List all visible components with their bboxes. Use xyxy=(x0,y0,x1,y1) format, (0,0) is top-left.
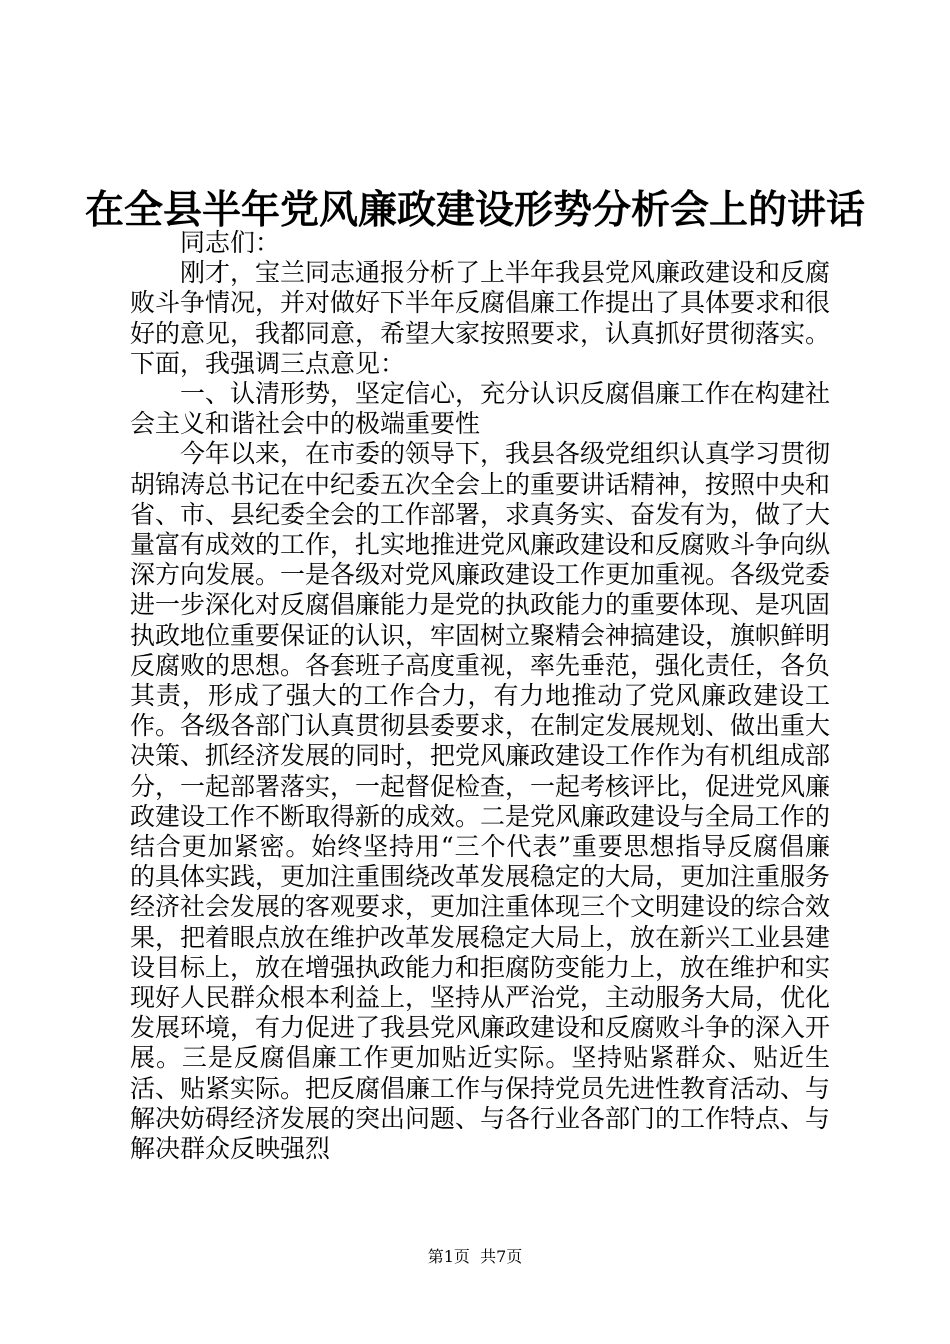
body-paragraph: 今年以来，在市委的领导下，我县各级党组织认真学习贯彻胡锦涛总书记在中纪委五次全会上的重要讲话精神，按照中央和省、市、县纪委全会的工作部署，求真务实、奋发有为，做了大量富有成效的工作，扎实地推进党风廉政建设和反腐败斗争向纵深方向发展。一是各级对党风廉政建设工作更加重视。各级党委进一步深化对反腐倡廉能力是党的执政能力的重要体现、是巩固执政地位重要保证的认识，牢固树立聚精会神搞建设，旗帜鲜明反腐败的思想。各套班子高度重视，率先垂范，强化责任，各负其责，形成了强大的工作合力，有力地推动了党风廉政建设工作。各级各部门认真贯彻县委要求，在制定发展规划、做出重大决策、抓经济发展的同时，把党风廉政建设工作作为有机组成部分，一起部署落实，一起督促检查，一起考核评比，促进党风廉政建设工作不断取得新的成效。二是党风廉政建设与全局工作的结合更加紧密。始终坚持用“三个代表”重要思想指导反腐倡廉的具体实践，更加注重围绕改革发展稳定的大局，更加注重服务经济社会发展的客观要求，更加注重体现三个文明建设的综合效果，把着眼点放在维护改革发展稳定大局上，放在新兴工业县建设目标上，放在增强执政能力和拒腐防变能力上，放在维护和实现好人民群众根本利益上，坚持从严治党，主动服务大局，优化发展环境，有力促进了我县党风廉政建设和反腐败斗争的深入开展。三是反腐倡廉工作更加贴近实际。坚持贴紧群众、贴近生活、贴紧实际。把反腐倡廉工作与保持党员先进性教育活动、与解决妨碍经济发展的突出问题、与各行业各部门的工作特点、与解决群众反映强烈 xyxy=(130,439,831,1164)
document-body xyxy=(130,228,830,1164)
salutation-paragraph: 同志们： xyxy=(180,228,281,257)
intro-paragraph: 刚才，宝兰同志通报分析了上半年我县党风廉政建设和反腐败斗争情况，并对做好下半年反腐倡廉工作提出了具体要求和很好的意见，我都同意，希望大家按照要求，认真抓好贯彻落实。下面，我强调三点意见： xyxy=(130,258,831,378)
document-title: 在全县半年党风廉政建设形势分析会上的讲话 xyxy=(84,187,865,233)
page-footer: 第1页 共7页 xyxy=(427,1247,523,1266)
section-heading: 一、认清形势，坚定信心，充分认识反腐倡廉工作在构建社会主义和谐社会中的极端重要性 xyxy=(130,379,831,439)
